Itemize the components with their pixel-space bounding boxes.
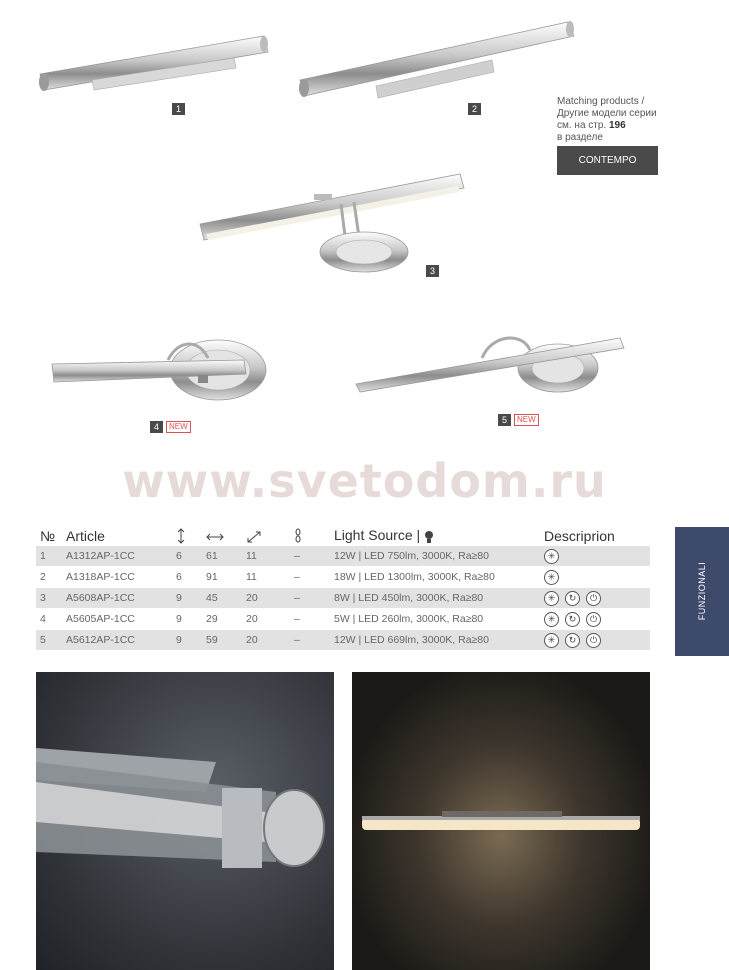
cell-width: 29 xyxy=(202,609,242,630)
table-row xyxy=(36,588,650,609)
cell-number: 3 xyxy=(36,588,62,609)
product-number-4: 4 xyxy=(150,421,163,433)
product-image-2 xyxy=(296,16,578,100)
spark-icon: ✳ xyxy=(544,549,559,564)
header-light-source xyxy=(330,525,540,546)
cell-chain: – xyxy=(290,630,330,651)
chain-icon xyxy=(290,525,330,546)
matching-products-note xyxy=(557,96,667,144)
matching-page-number: 196 xyxy=(609,120,626,131)
depth-icon xyxy=(242,525,290,546)
cell-chain: – xyxy=(290,546,330,567)
table-row xyxy=(36,630,650,651)
cell-article: A5608AP-1CC xyxy=(62,588,172,609)
product-image-4 xyxy=(48,330,270,414)
rotate-icon: ↻ xyxy=(565,612,580,627)
spark-icon: ✳ xyxy=(544,570,559,585)
matching-line-1: Matching products / xyxy=(557,96,645,107)
cell-chain: – xyxy=(290,567,330,588)
header-article: Article xyxy=(66,527,105,544)
spark-icon: ✳ xyxy=(544,633,559,648)
rotate-icon: ↻ xyxy=(565,633,580,648)
header-number: № xyxy=(40,527,56,544)
cell-description xyxy=(540,546,650,567)
matching-line-2: Другие модели серии xyxy=(557,108,657,119)
table-header-row xyxy=(36,525,650,546)
side-tab[interactable] xyxy=(675,527,729,656)
cell-height: 9 xyxy=(172,630,202,651)
cell-article: A1318AP-1CC xyxy=(62,567,172,588)
new-badge-4: NEW xyxy=(166,421,191,433)
height-icon xyxy=(172,525,202,546)
cell-depth: 20 xyxy=(242,588,290,609)
cell-number: 2 xyxy=(36,567,62,588)
spec-table xyxy=(36,525,650,651)
cell-light-source: 12W | LED 750lm, 3000K, Ra≥80 xyxy=(330,546,540,567)
side-tab-label: FUNZIONALI xyxy=(697,561,707,621)
table-row xyxy=(36,567,650,588)
cell-description xyxy=(540,588,650,609)
table-row xyxy=(36,609,650,630)
cell-chain: – xyxy=(290,609,330,630)
power-icon: ⏻ xyxy=(586,633,601,648)
cell-article: A5605AP-1CC xyxy=(62,609,172,630)
new-badge-5: NEW xyxy=(514,414,539,426)
table-row xyxy=(36,546,650,567)
product-number-3: 3 xyxy=(426,265,439,277)
header-description: Descriprion xyxy=(544,527,615,544)
bulb-icon xyxy=(424,530,434,544)
product-image-5 xyxy=(352,328,630,398)
cell-description xyxy=(540,630,650,651)
cell-article: A1312AP-1CC xyxy=(62,546,172,567)
contempo-button[interactable]: CONTEMPO xyxy=(557,146,658,175)
cell-description xyxy=(540,567,650,588)
cell-light-source: 8W | LED 450lm, 3000K, Ra≥80 xyxy=(330,588,540,609)
matching-line-3: см. на стр. xyxy=(557,120,607,131)
cell-height: 6 xyxy=(172,567,202,588)
rotate-icon: ↻ xyxy=(565,591,580,606)
photo-closeup xyxy=(36,672,334,970)
cell-light-source: 5W | LED 260lm, 3000K, Ra≥80 xyxy=(330,609,540,630)
cell-depth: 20 xyxy=(242,609,290,630)
width-icon xyxy=(202,525,242,546)
cell-depth: 20 xyxy=(242,630,290,651)
cell-description xyxy=(540,609,650,630)
matching-line-4: в разделе xyxy=(557,132,603,143)
cell-light-source: 18W | LED 1300lm, 3000K, Ra≥80 xyxy=(330,567,540,588)
product-image-3 xyxy=(196,168,466,276)
cell-height: 9 xyxy=(172,588,202,609)
cell-number: 4 xyxy=(36,609,62,630)
cell-article: A5612AP-1CC xyxy=(62,630,172,651)
photo-lit-lamp xyxy=(352,672,650,970)
cell-light-source: 12W | LED 669lm, 3000K, Ra≥80 xyxy=(330,630,540,651)
product-image-1 xyxy=(36,28,272,100)
spark-icon: ✳ xyxy=(544,591,559,606)
cell-width: 91 xyxy=(202,567,242,588)
power-icon: ⏻ xyxy=(586,591,601,606)
cell-depth: 11 xyxy=(242,567,290,588)
product-number-5: 5 xyxy=(498,414,511,426)
cell-chain: – xyxy=(290,588,330,609)
spark-icon: ✳ xyxy=(544,612,559,627)
watermark: www.svetodom.ru xyxy=(122,454,607,508)
cell-height: 6 xyxy=(172,546,202,567)
cell-width: 61 xyxy=(202,546,242,567)
cell-height: 9 xyxy=(172,609,202,630)
cell-number: 1 xyxy=(36,546,62,567)
cell-number: 5 xyxy=(36,630,62,651)
product-number-1: 1 xyxy=(172,103,185,115)
cell-depth: 11 xyxy=(242,546,290,567)
cell-width: 59 xyxy=(202,630,242,651)
header-light-label: Light Source | xyxy=(334,527,421,544)
cell-width: 45 xyxy=(202,588,242,609)
product-number-2: 2 xyxy=(468,103,481,115)
power-icon: ⏻ xyxy=(586,612,601,627)
